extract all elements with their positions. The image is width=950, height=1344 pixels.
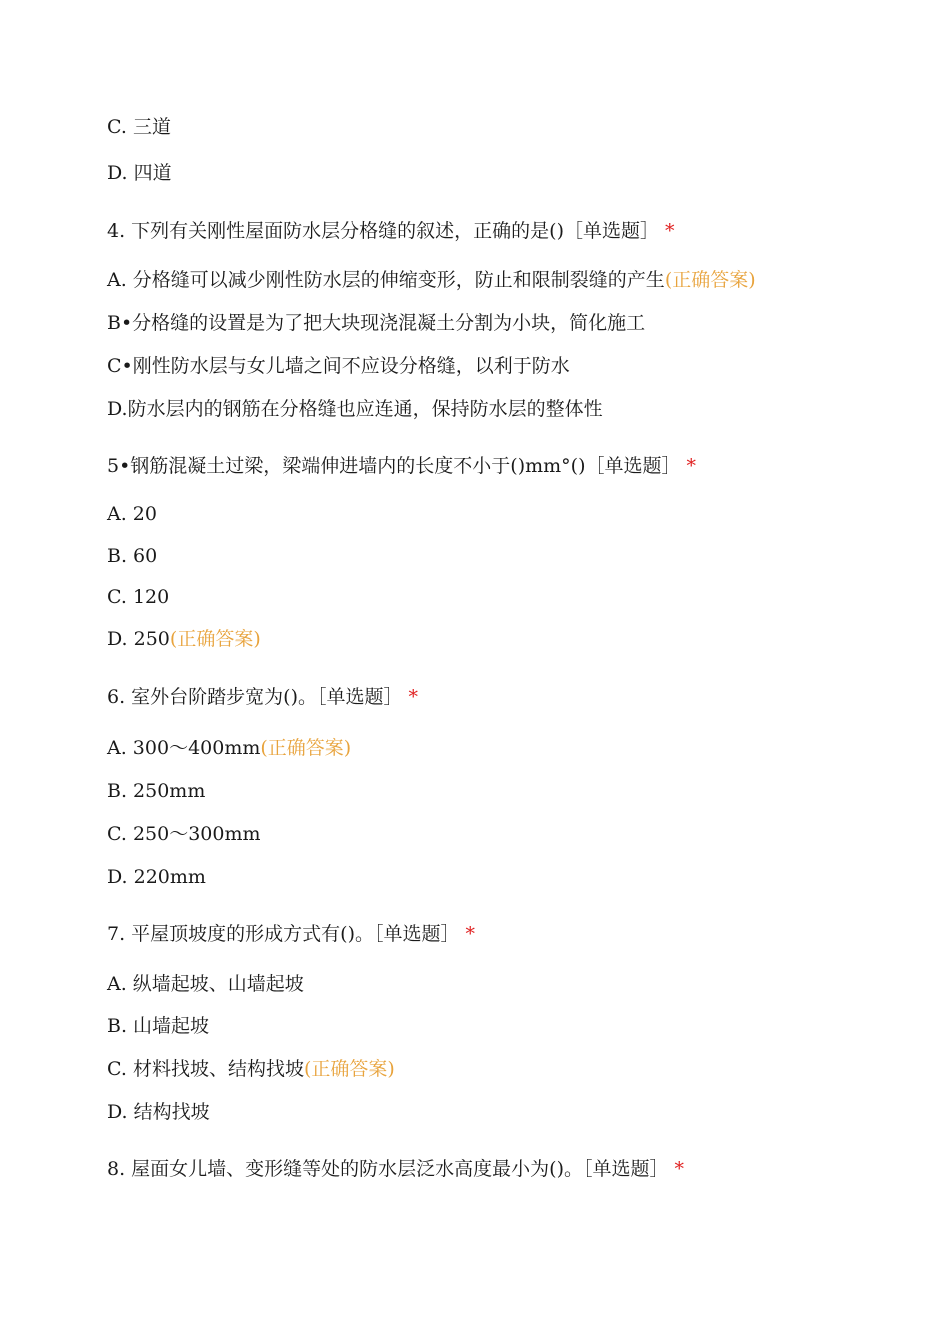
question-line [107,1157,684,1181]
option-line [107,779,205,803]
option-text: C. 材料找坡、结构找坡 [107,1058,304,1080]
correct-answer-tag: (正确答案) [664,269,756,291]
option-text: A. 300〜400mm [107,737,261,759]
option-text: C. 120 [107,586,170,608]
required-marker: * [674,1158,684,1180]
option-text: C. 250〜300mm [107,823,261,845]
option-line [107,1057,395,1081]
option-line [107,585,169,609]
question-text: 8. 屋面女儿墙、变形缝等处的防水层泛水高度最小为()。［单选题］ [107,1158,669,1180]
question-line [107,922,475,946]
question-text: 4. 下列有关刚性屋面防水层分格缝的叙述，正确的是()［单选题］ [107,220,659,242]
option-text: B. 山墙起坡 [107,1015,210,1037]
question-text: 5•钢筋混凝土过梁，梁端伸进墙内的长度不小于()mm°()［单选题］ [107,455,681,477]
option-line [107,161,172,185]
option-text: B•分格缝的设置是为了把大块现浇混凝土分割为小块，简化施工 [107,312,646,334]
option-line [107,1100,210,1124]
option-line [107,502,157,526]
option-text: A. 纵墙起坡、山墙起坡 [107,973,304,995]
question-line [107,219,675,243]
option-text: D.防水层内的钢筋在分格缝也应连通，保持防水层的整体性 [107,398,603,420]
option-text: D. 250 [107,628,170,650]
option-line [107,354,570,378]
option-line [107,397,603,421]
question-text: 7. 平屋顶坡度的形成方式有()。［单选题］ [107,923,460,945]
option-line [107,972,304,996]
option-text: D. 结构找坡 [107,1101,210,1123]
option-line [107,311,645,335]
correct-answer-tag: (正确答案) [303,1058,395,1080]
correct-answer-tag: (正确答案) [260,737,352,759]
option-text: D. 220mm [107,866,206,888]
correct-answer-tag: (正确答案) [169,628,261,650]
option-line [107,1014,209,1038]
option-line [107,115,171,139]
required-marker: * [665,220,675,242]
option-text: C•刚性防水层与女儿墙之间不应设分格缝，以利于防水 [107,355,570,377]
required-marker: * [465,923,475,945]
option-line [107,627,261,651]
option-text: A. 20 [107,503,157,525]
option-line [107,268,756,292]
option-line [107,544,157,568]
option-text: B. 60 [107,545,158,567]
option-line [107,822,261,846]
question-text: 6. 室外台阶踏步宽为()。［单选题］ [107,686,403,708]
required-marker: * [408,686,418,708]
option-text: C. 三道 [107,116,171,138]
question-line [107,685,418,709]
required-marker: * [686,455,696,477]
option-text: A. 分格缝可以减少刚性防水层的伸缩变形，防止和限制裂缝的产生 [107,269,665,291]
option-text: B. 250mm [107,780,206,802]
option-text: D. 四道 [107,162,172,184]
option-line [107,736,351,760]
option-line [107,865,206,889]
question-line [107,454,696,478]
